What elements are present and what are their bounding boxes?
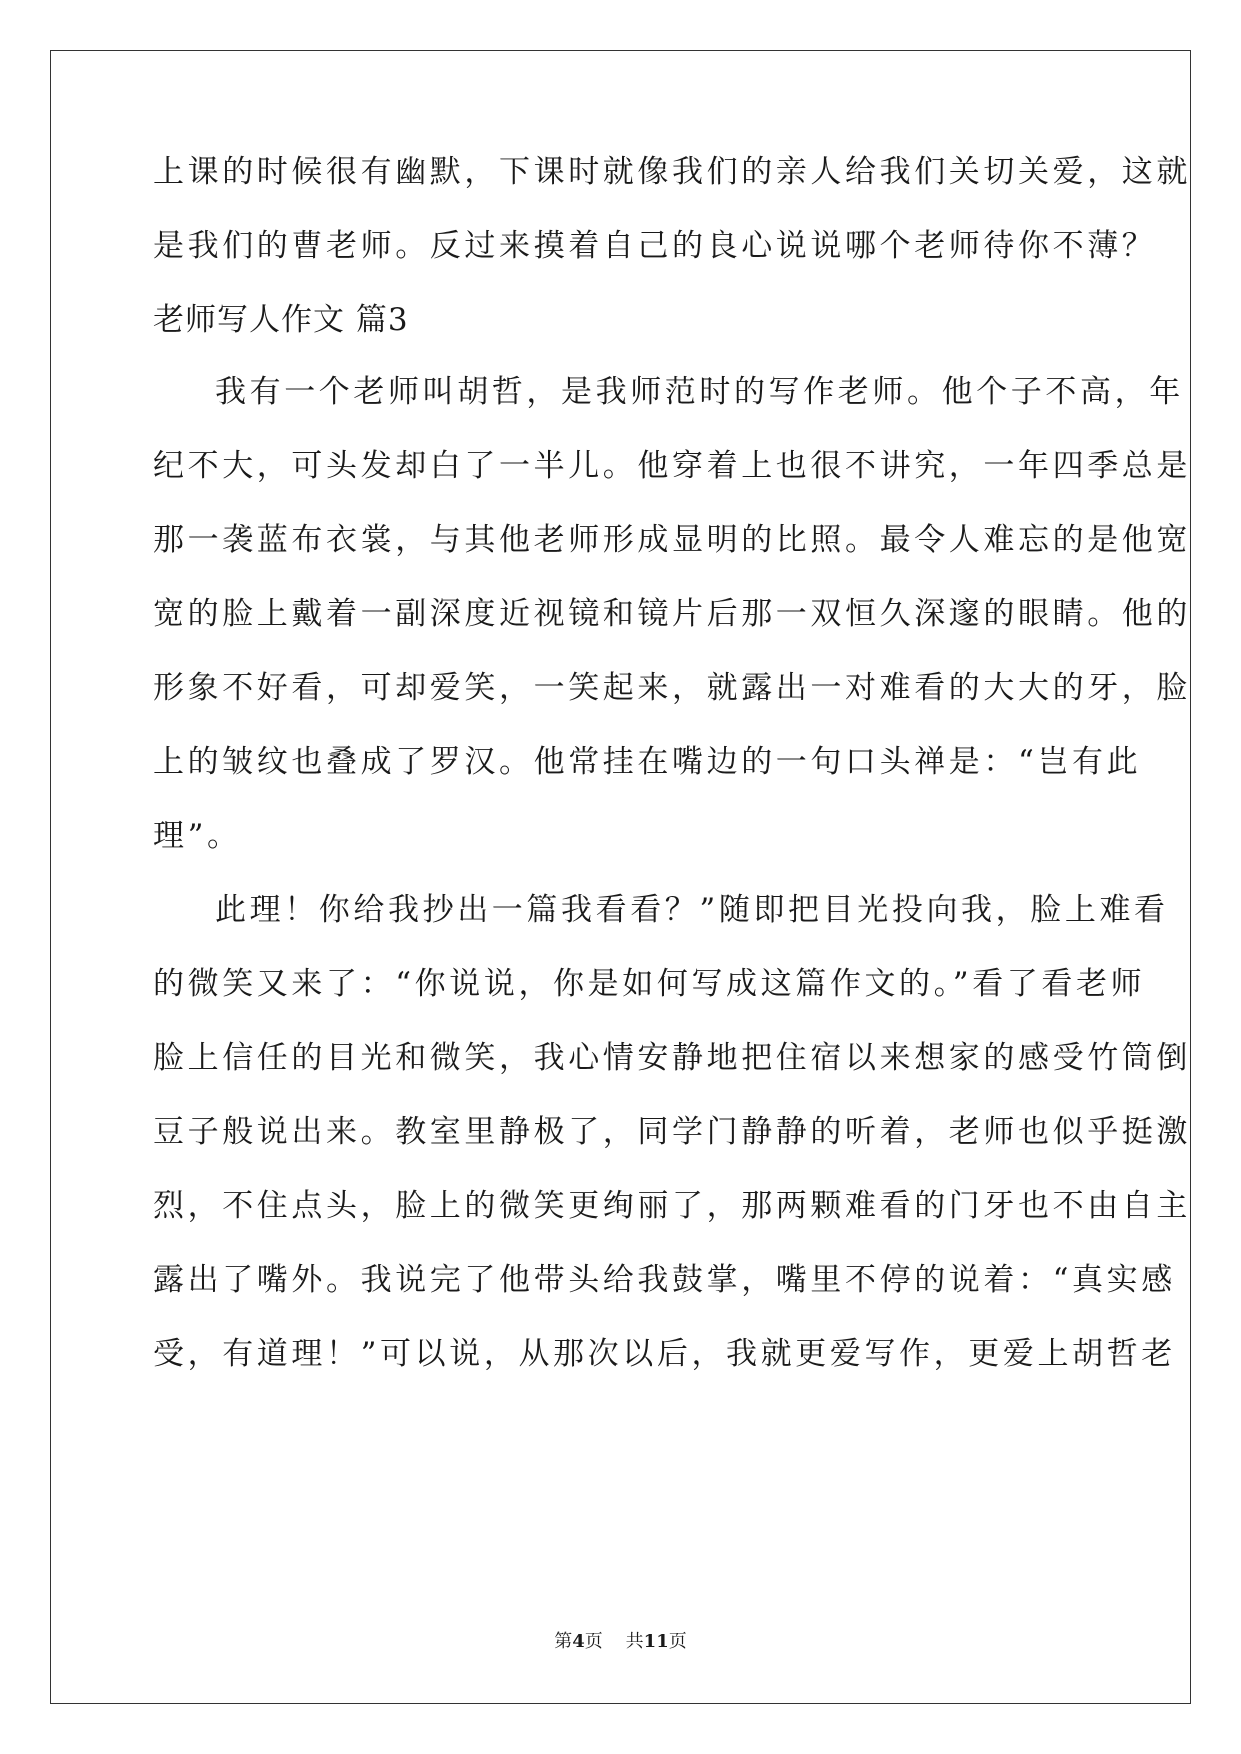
- paragraph-line: 露出了嘴外。我说完了他带头给我鼓掌，嘴里不停的说着：“真实感: [153, 1262, 1176, 1298]
- paragraph-line: 此理！你给我抄出一篇我看看？”随即把目光投向我，脸上难看: [215, 892, 1169, 928]
- page-footer: [0, 1630, 1241, 1654]
- paragraph-line: 烈，不住点头，脸上的微笑更绚丽了，那两颗难看的门牙也不由自主: [153, 1188, 1191, 1224]
- section-heading: 老师写人作文 篇3: [153, 302, 409, 338]
- paragraph-line: 上课的时候很有幽默，下课时就像我们的亲人给我们关切关爱，这就: [153, 154, 1191, 190]
- paragraph-line: 上的皱纹也叠成了罗汉。他常挂在嘴边的一句口头禅是：“岂有此: [153, 744, 1142, 780]
- total-page-count: 11: [643, 1631, 669, 1652]
- footer-total-suffix: 页: [668, 1631, 687, 1652]
- paragraph-line: 纪不大，可头发却白了一半儿。他穿着上也很不讲究，一年四季总是: [153, 448, 1191, 484]
- footer-total-prefix: 共: [625, 1631, 644, 1652]
- paragraph-line: 宽的脸上戴着一副深度近视镜和镜片后那一双恒久深邃的眼睛。他的: [153, 596, 1191, 632]
- paragraph-line: 形象不好看，可却爱笑，一笑起来，就露出一对难看的大大的牙，脸: [153, 670, 1191, 706]
- paragraph-line: 理”。: [153, 818, 242, 854]
- paragraph-line: 脸上信任的目光和微笑，我心情安静地把住宿以来想家的感受竹筒倒: [153, 1040, 1191, 1076]
- paragraph-line: 是我们的曹老师。反过来摸着自己的良心说说哪个老师待你不薄？: [153, 228, 1157, 264]
- paragraph-line: 豆子般说出来。教室里静极了，同学门静静的听着，老师也似乎挺激: [153, 1114, 1191, 1150]
- footer-page-suffix: 页: [584, 1631, 603, 1652]
- paragraph-line: 受，有道理！”可以说，从那次以后，我就更爱写作，更爱上胡哲老: [153, 1336, 1176, 1372]
- paragraph-line: 我有一个老师叫胡哲，是我师范时的写作老师。他个子不高，年: [215, 374, 1184, 410]
- paragraph-line: 那一袭蓝布衣裳，与其他老师形成显明的比照。最令人难忘的是他宽: [153, 522, 1191, 558]
- footer-prefix: 第: [554, 1631, 573, 1652]
- paragraph-line: 的微笑又来了：“你说说，你是如何写成这篇作文的。”看了看老师: [153, 966, 1146, 1002]
- current-page-number: 4: [572, 1631, 585, 1652]
- page-border: [50, 50, 1191, 1704]
